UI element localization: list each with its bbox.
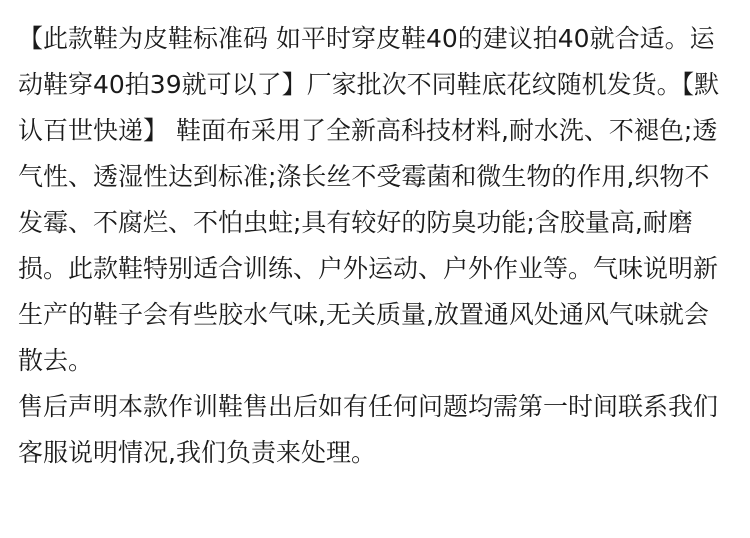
after-sales-statement-paragraph: 售后声明本款作训鞋售出后如有任何问题均需第一时间联系我们客服说明情况,我们负责来处理。 — [18, 392, 719, 467]
product-description-paragraph: 【此款鞋为皮鞋标准码 如平时穿皮鞋40的建议拍40就合适。运动鞋穿40拍39就可以了】厂家批次不同鞋底花纹随机发货。【默认百世快递】 鞋面布采用了全新高科技材料,耐水洗、不褪色;透气性、透湿性达到标准;涤长丝不受霉菌和微生物的作用,织物不发霉、不腐烂、不怕虫蛀;具有较好的防臭功能;含胶量高,耐磨损。此款鞋特别适合训练、户外运动、户外作业等。气味说明新生产的鞋子会有些胶水气味,无关质量,放置通风处通风气味就会散去。 — [18, 24, 720, 375]
